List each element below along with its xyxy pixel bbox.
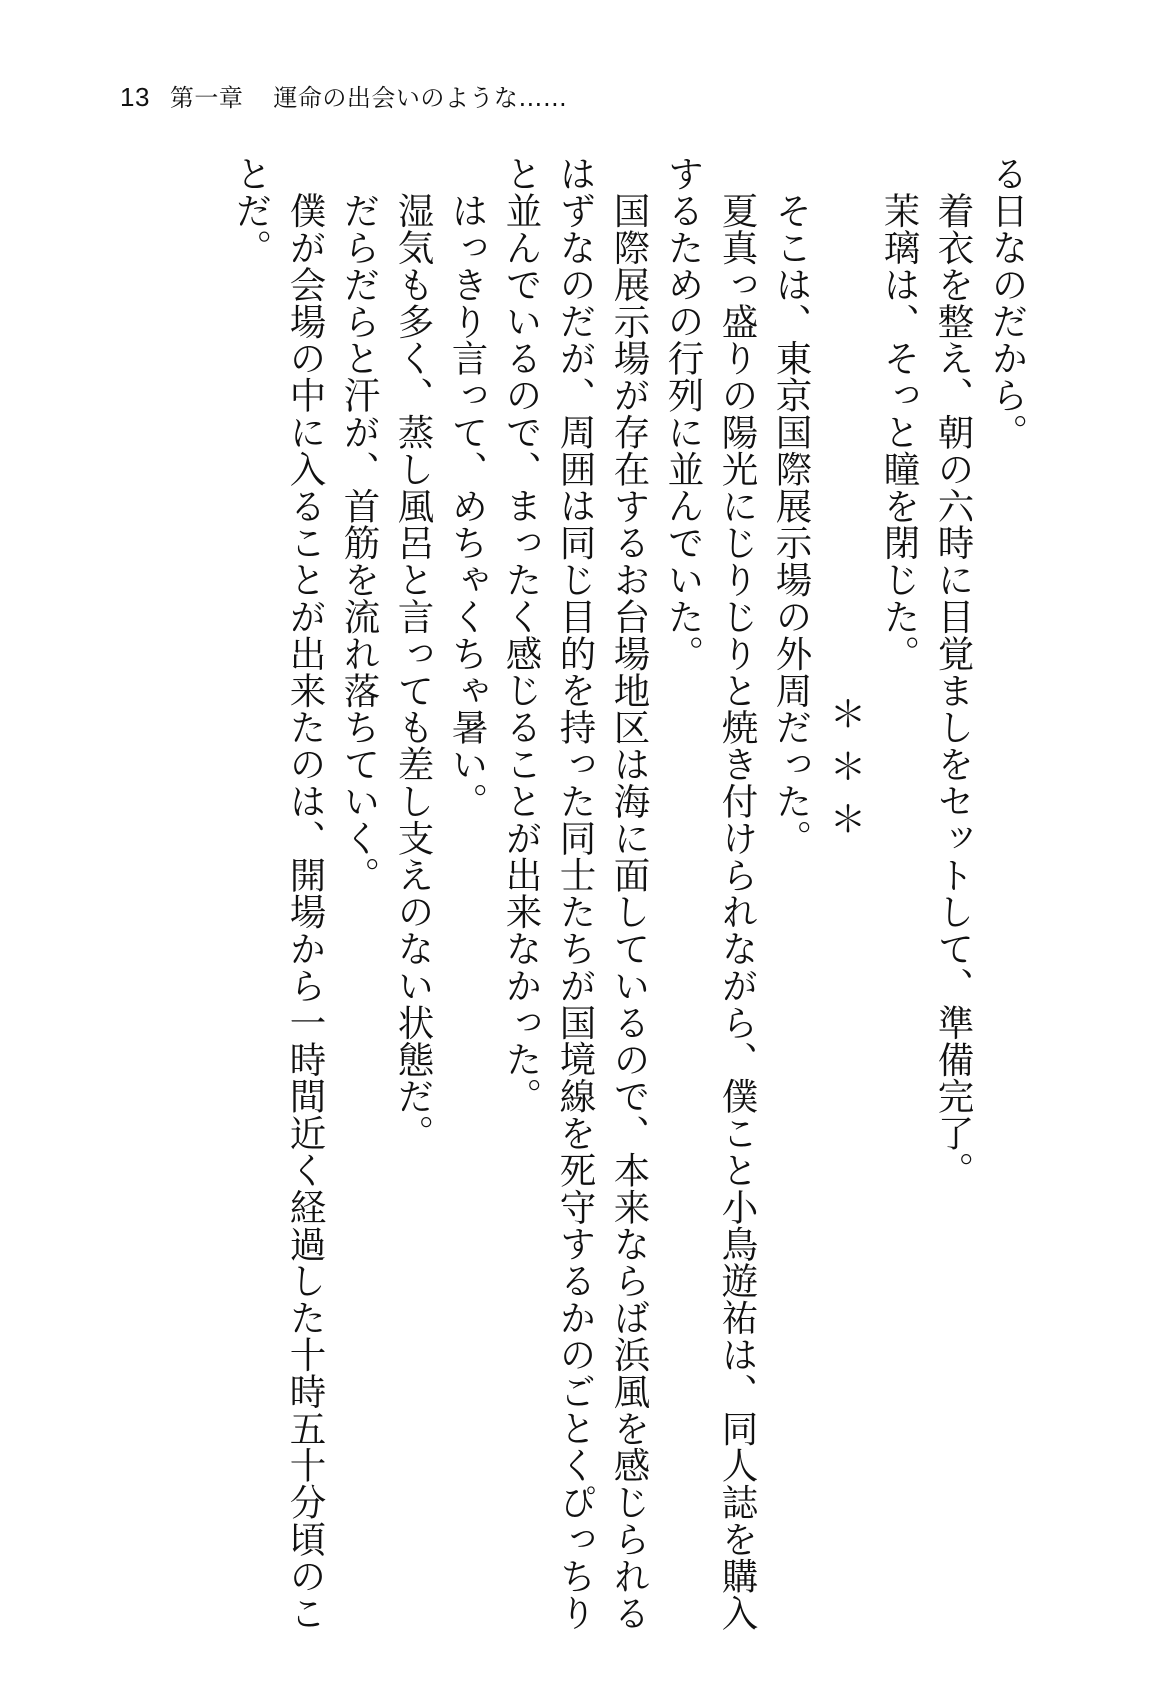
paragraph: だらだらと汗が、首筋を流れ落ちていく。 <box>338 191 381 893</box>
page-number: 13 <box>120 82 150 112</box>
paragraph: 茉璃は、そっと瞳を閉じた。 <box>878 191 921 672</box>
paragraph: 僕が会場の中に入ることが出来たのは、開場から一時間近く経過した十時五十分頃のことだ。 <box>230 155 327 1631</box>
paragraph: 着衣を整え、朝の六時に目覚ましをセットして、準備完了。 <box>932 191 975 1188</box>
vertical-text-body <box>134 155 1034 1645</box>
paragraph: 湿気も多く、蒸し風呂と言っても差し支えのない状態だ。 <box>392 191 435 1151</box>
paragraph: 夏真っ盛りの陽光にじりじりと焼き付けられながら、僕こと小鳥遊祐は、同人誌を購入するための行列に並んでいた。 <box>662 155 759 1631</box>
paragraph: そこは、東京国際展示場の外周だった。 <box>770 191 813 856</box>
chapter-label: 第一章 <box>169 84 244 112</box>
chapter-title: 運命の出会いのような…… <box>273 84 568 112</box>
paragraph: はっきり言って、めちゃくちゃ暑い。 <box>446 191 489 819</box>
scene-break: ＊＊＊ <box>824 695 867 853</box>
paragraph: 国際展示場が存在するお台場地区は海に面しているので、本来ならば浜風を感じられるはずなのだが、周囲は同じ目的を持った同士たちが国境線を死守するかのごとくぴっちりと並んでいるので、まったく感じることが出来なかった。 <box>500 155 651 1631</box>
paragraph-continued: る日なのだから。 <box>986 155 1029 451</box>
running-header <box>120 78 567 118</box>
